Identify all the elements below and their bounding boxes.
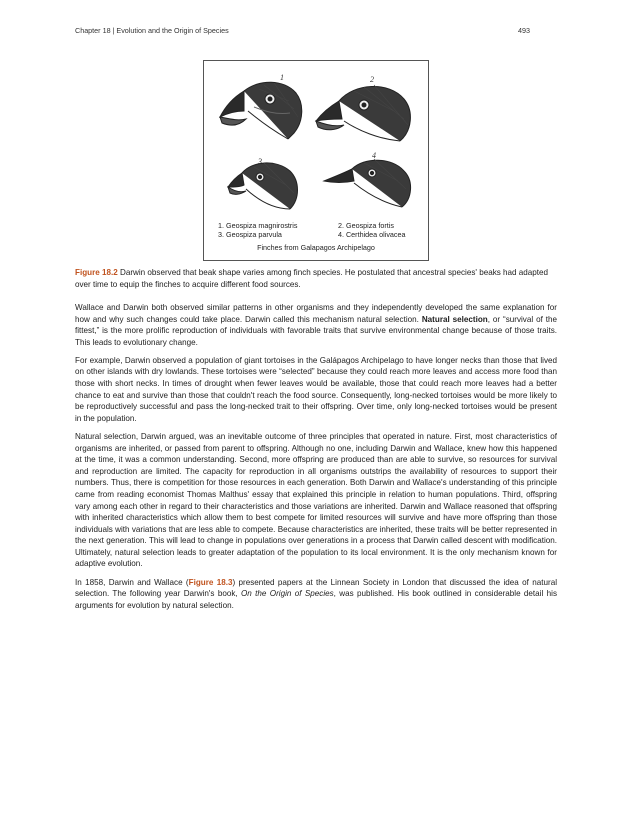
- chapter-title: Chapter 18 | Evolution and the Origin of Species: [75, 26, 229, 35]
- legend-left: [218, 221, 298, 239]
- legend-item: 1. Geospiza magnirostris: [218, 221, 298, 230]
- legend-right: [338, 221, 406, 239]
- legend-item: 3. Geospiza parvula: [218, 230, 282, 239]
- paragraph-3: Natural selection, Darwin argued, was an inevitable outcome of three principles that operated in nature. First, most characteristics of organisms are inherited, or passed from parent to offspring. Although no one, including Darwin and Wallace, knew how this happened at the time, it was a common understanding. Second, more offspring are produced than are able to survive, so resources for survival and reproduction are limited. The capacity for reproduction in all organisms outstrips the availability of resources to support their numbers. Thus, there is competition for those resources in each generation. Both Darwin and Wallace's understanding of this principle came from reading economist Thomas Malthus' essay that explained this principle in relation to human populations. Third, offspring vary among each other in regard to their characteristics and those variations are inherited. Darwin and Wallace reasoned that offspring with inherited characteristics which allow them to best compete for limited resources will survive and have more offspring than those individuals with variations that are less able to compete. Because characteristics are inherited, these traits will be better represented in the next generation. This will lead to change in populations over generations in a process that Darwin called descent with modification. Ultimately, natural selection leads to greater adaptation of the population to its local environment. It is the only mechanism known for adaptive evolution.: [75, 431, 557, 569]
- finch-3-number: 3: [258, 157, 262, 166]
- finch-3-drawing: [228, 163, 298, 209]
- caption-text: Darwin observed that beak shape varies among finch species. He postulated that ancestral species' beaks had adapted over time to equip the finches to acquire different food sources.: [75, 268, 549, 289]
- finch-2-number: 2: [370, 75, 374, 84]
- paragraph-4: [75, 577, 557, 612]
- finch-4-number: 4: [372, 151, 376, 160]
- finch-figure: [203, 60, 429, 261]
- paragraph-2: For example, Darwin observed a population of giant tortoises in the Galápagos Archipelago to have longer necks than those that lived on other islands with dry lowlands. These tortoises were “selected” because they could reach more leaves and access more food than those with short necks. In times of drought when fewer leaves would be available, those that could reach more leaves had a better chance to eat and survive than those that couldn't reach the food source. Consequently, long-necked tortoises would be more likely to be reproductively successful and pass the long-necked trait to their offspring. Over time, only long-necked tortoises would be present in the population.: [75, 355, 557, 423]
- book-title: On the Origin of Species: [241, 589, 334, 599]
- figure-title: Finches from Galapagos Archipelago: [257, 243, 375, 252]
- page-number: 493: [518, 26, 530, 35]
- paragraph-1: [75, 302, 557, 348]
- figure-caption: [75, 267, 557, 290]
- body-text: [75, 302, 557, 618]
- p4-text-b: ) presented papers at the Linnean Society in London that discussed the idea of natural selection. The following year Darwin's book,: [75, 577, 558, 599]
- finch-1-drawing: [220, 82, 302, 139]
- p4-text-a: In 1858, Darwin and Wallace (: [75, 577, 189, 587]
- page-header: [75, 26, 530, 35]
- p1-bold-term: Natural selection: [421, 314, 488, 324]
- p1-text-a: Wallace and Darwin both observed similar patterns in other organisms and they independently developed the same explanation for how and why such changes could take place. Darwin called this mechanism natural selection.: [75, 303, 557, 324]
- p1-text-b: , or “survival of the fittest,” is the more prolific reproduction of individuals with favorable traits that survive environmental change because of those traits. This leads to evolutionary change.: [75, 314, 557, 347]
- p4-text-c: , was published. His book outlined in considerable detail his arguments for evolution by natural selection.: [75, 589, 557, 610]
- finch-2-drawing: [316, 85, 410, 141]
- figure-label: Figure 18.2: [75, 268, 118, 277]
- finch-4-drawing: [324, 159, 411, 207]
- legend-item: 4. Certhidea olivacea: [338, 230, 406, 239]
- finch-1-number: 1: [280, 73, 284, 82]
- legend-item: 2. Geospiza fortis: [338, 221, 394, 230]
- figure-18-3-link[interactable]: Figure 18.3: [188, 577, 233, 587]
